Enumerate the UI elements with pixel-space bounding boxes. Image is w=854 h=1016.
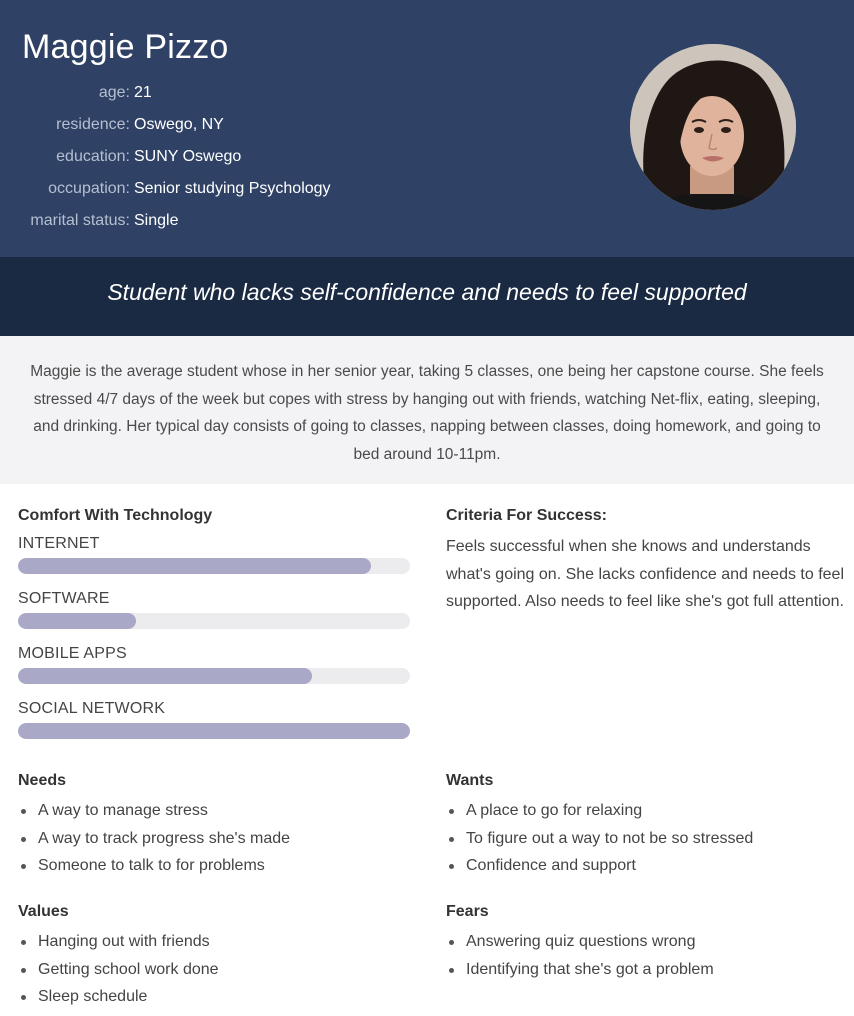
list-item: A place to go for relaxing xyxy=(446,797,753,825)
persona-bio: Maggie is the average student whose in her senior year, taking 5 classes, one being her capstone course. She feels stressed 4/7 days of the week but copes with stress by hanging out with friends, watching Net-flix, eating, sleeping, and drinking. Her typical day consists of going to classes, napping between classes, doing homework, and going to bed around 10-11pm. xyxy=(30,363,824,463)
detail-row-residence xyxy=(0,112,420,144)
values-title: Values xyxy=(18,903,69,920)
list-item: Answering quiz questions wrong xyxy=(446,928,714,956)
list-item: To figure out a way to not be so stressed xyxy=(446,825,753,853)
detail-value: Single xyxy=(134,212,179,229)
list-item: Getting school work done xyxy=(18,956,219,984)
values-list xyxy=(18,928,219,1011)
tech-bar-software xyxy=(18,613,410,629)
fears-title: Fears xyxy=(446,903,489,920)
tech-label-internet: INTERNET xyxy=(18,535,100,552)
technology-title: Comfort With Technology xyxy=(18,507,213,524)
tech-bar-mobile-apps xyxy=(18,668,410,684)
tagline-band xyxy=(0,257,854,336)
tech-bar-fill xyxy=(18,668,312,684)
detail-value: 21 xyxy=(134,84,152,101)
bio-band xyxy=(0,336,854,484)
tech-label-mobile-apps: MOBILE APPS xyxy=(18,645,127,662)
detail-label: occupation: xyxy=(48,180,130,197)
detail-row-age xyxy=(0,80,420,112)
detail-value: Oswego, NY xyxy=(134,116,224,133)
tech-bar-internet xyxy=(18,558,410,574)
fears-list xyxy=(446,928,714,983)
detail-value: SUNY Oswego xyxy=(134,148,242,165)
persona-details xyxy=(0,80,420,240)
persona-name: Maggie Pizzo xyxy=(22,28,229,66)
persona-header xyxy=(0,0,854,257)
needs-title: Needs xyxy=(18,772,67,789)
wants-list xyxy=(446,797,753,880)
list-item: Identifying that she's got a problem xyxy=(446,956,714,984)
tech-label-social-network: SOCIAL NETWORK xyxy=(18,700,166,717)
needs-list xyxy=(18,797,290,880)
wants-title: Wants xyxy=(446,772,494,789)
tech-label-software: SOFTWARE xyxy=(18,590,110,607)
detail-label: marital status: xyxy=(30,212,130,229)
detail-label: residence: xyxy=(56,116,130,133)
list-item: Confidence and support xyxy=(446,852,753,880)
list-item: A way to track progress she's made xyxy=(18,825,290,853)
persona-photo xyxy=(630,44,796,210)
detail-row-occupation xyxy=(0,176,420,208)
criteria-text: Feels successful when she knows and understands what's going on. She lacks confidence and needs to feel supported. Also needs to feel like she's got full attention. xyxy=(446,538,844,610)
portrait-image xyxy=(630,44,796,210)
detail-row-marital-status xyxy=(0,208,420,240)
list-item: Sleep schedule xyxy=(18,983,219,1011)
tech-bar-fill xyxy=(18,613,136,629)
tech-bar-fill xyxy=(18,558,371,574)
tech-bar-social-network xyxy=(18,723,410,739)
detail-label: education: xyxy=(56,148,130,165)
detail-label: age: xyxy=(98,84,130,101)
persona-tagline: Student who lacks self-confidence and needs to feel supported xyxy=(107,279,747,305)
detail-row-education xyxy=(0,144,420,176)
tech-bar-fill xyxy=(18,723,410,739)
list-item: Hanging out with friends xyxy=(18,928,219,956)
list-item: A way to manage stress xyxy=(18,797,290,825)
criteria-title: Criteria For Success: xyxy=(446,507,607,524)
detail-value: Senior studying Psychology xyxy=(134,180,331,197)
list-item: Someone to talk to for problems xyxy=(18,852,290,880)
